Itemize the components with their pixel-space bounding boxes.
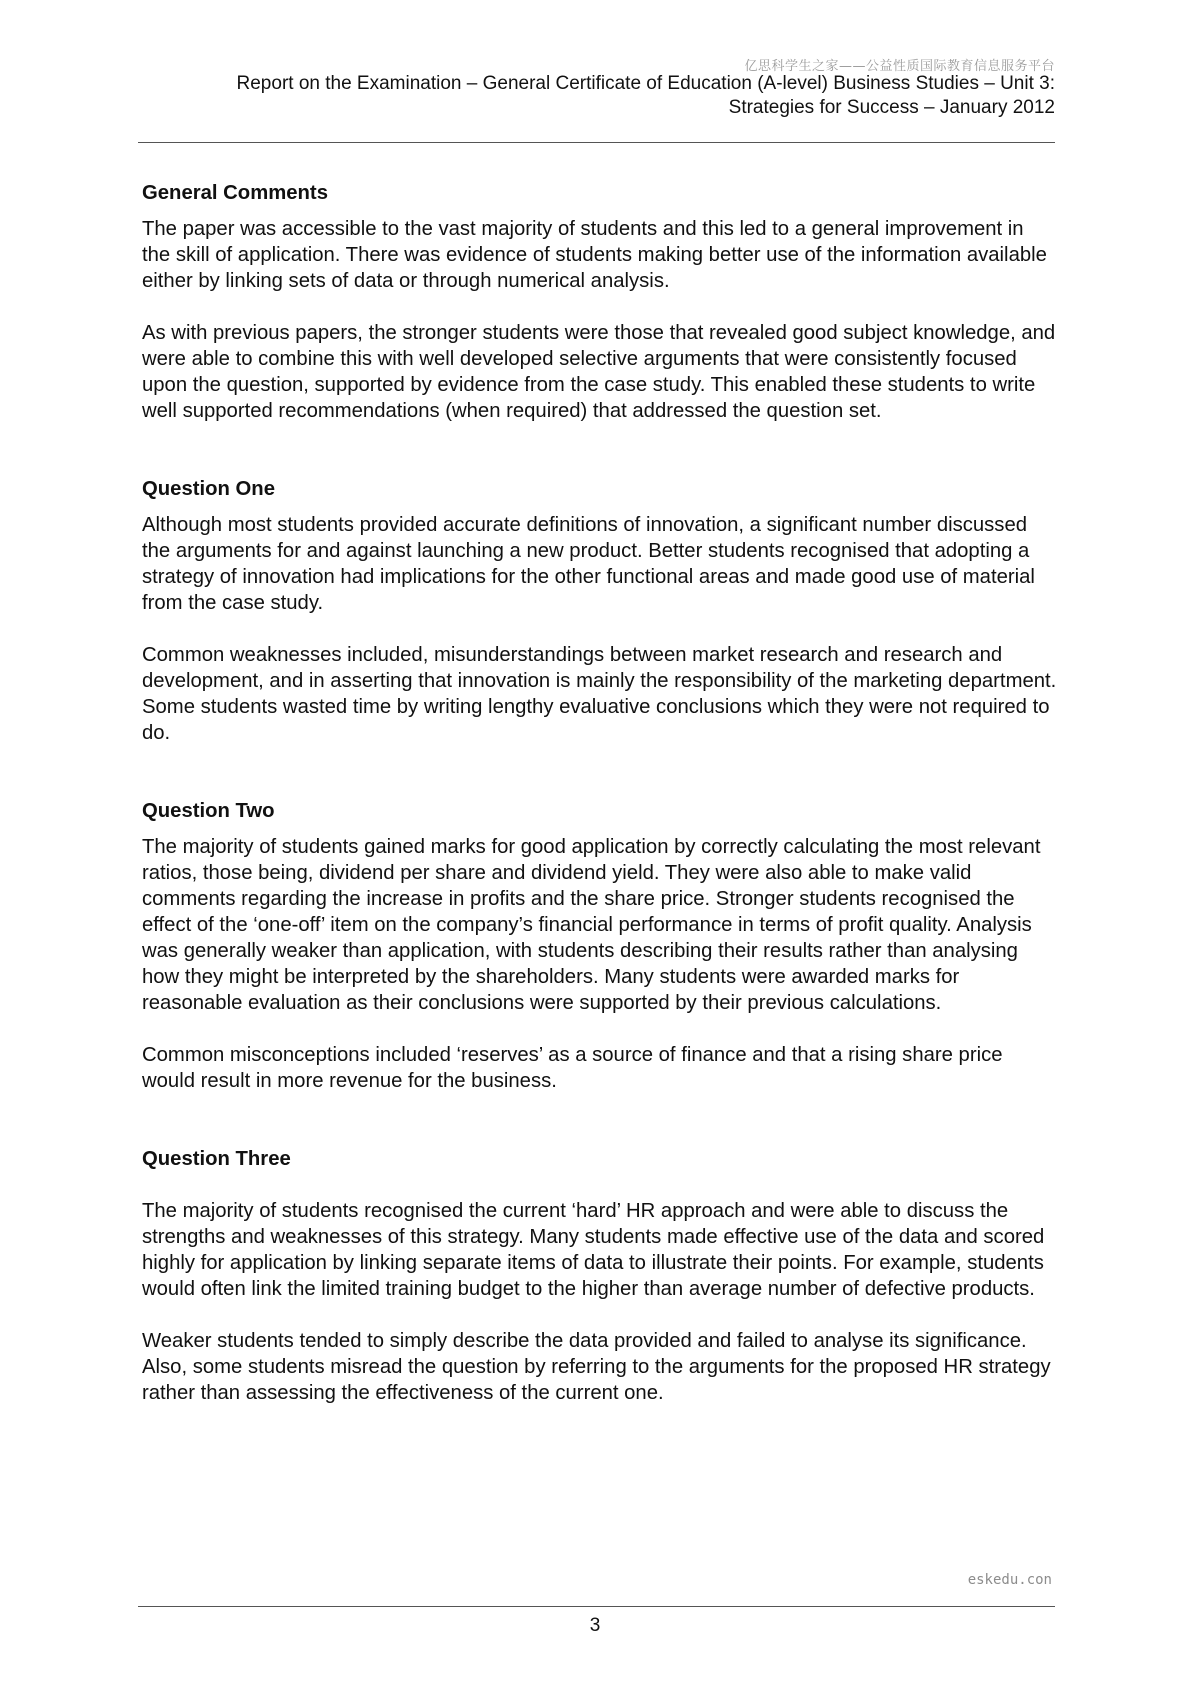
section-question-one — [142, 476, 1057, 746]
section-question-three — [142, 1146, 1057, 1406]
report-header-line-2: Strategies for Success – January 2012 — [728, 97, 1055, 118]
page-number: 3 — [589, 1615, 601, 1636]
paragraph: Although most students provided accurate definitions of innovation, a significant number discussed the arguments for and against launching a new product. Better students recognised that adopting a strategy of innovation had implications for the other functional areas and made good use of material from the case study. — [142, 514, 1035, 614]
section-heading: Question One — [142, 478, 275, 500]
footer-divider — [138, 1606, 1055, 1607]
paragraph: Common weaknesses included, misunderstandings between market research and research and development, and in asserting that innovation is mainly the responsibility of the marketing department. Some students wasted time by writing lengthy evaluative conclusions which they were not required to do. — [142, 644, 1057, 744]
section-question-two — [142, 798, 1057, 1094]
section-spacer — [142, 1120, 1057, 1146]
header-divider — [138, 142, 1055, 143]
report-header-line-1: Report on the Examination – General Certificate of Education (A-level) Business Studies – Unit 3: — [236, 73, 1055, 94]
paragraph: The majority of students gained marks for good application by correctly calculating the most relevant ratios, those being, dividend per share and dividend yield. They were also able to make valid comments regarding the increase in profits and the share price. Stronger students recognised the effect of the ‘one-off’ item on the company’s financial performance in terms of profit quality. Analysis was generally weaker than application, with students describing their results rather than analysing how they might be interpreted by the shareholders. Many students were awarded marks for reasonable evaluation as their conclusions were supported by their previous calculations. — [142, 836, 1041, 1014]
paragraph: The paper was accessible to the vast majority of students and this led to a general improvement in the skill of application. There was evidence of students making better use of the information available either by linking sets of data or through numerical analysis. — [142, 218, 1047, 292]
section-heading: Question Two — [142, 800, 275, 822]
header-watermark: 亿思科学生之家——公益性质国际教育信息服务平台 — [744, 59, 1055, 74]
section-heading: General Comments — [142, 182, 328, 204]
paragraph: As with previous papers, the stronger students were those that revealed good subject knowledge, and were able to combine this with well developed selective arguments that were consistently focused upon the question, supported by evidence from the case study. This enabled these students to write well supported recommendations (when required) that addressed the question set. — [142, 322, 1056, 422]
report-header — [55, 72, 1055, 120]
report-body — [142, 180, 1057, 1432]
footer-watermark: eskedu.con — [967, 1572, 1052, 1588]
section-spacer — [142, 772, 1057, 798]
section-general-comments — [142, 180, 1057, 424]
paragraph: Weaker students tended to simply describe the data provided and failed to analyse its significance. Also, some students misread the question by referring to the arguments for the proposed HR strategy rather than assessing the effectiveness of the current one. — [142, 1330, 1051, 1404]
section-heading: Question Three — [142, 1148, 291, 1170]
section-spacer — [142, 450, 1057, 476]
paragraph: The majority of students recognised the current ‘hard’ HR approach and were able to discuss the strengths and weaknesses of this strategy. Many students made effective use of the data and scored highly for application by linking separate items of data to illustrate their points. For example, students would often link the limited training budget to the higher than average number of defective products. — [142, 1200, 1045, 1300]
paragraph: Common misconceptions included ‘reserves’ as a source of finance and that a rising share price would result in more revenue for the business. — [142, 1044, 1003, 1092]
